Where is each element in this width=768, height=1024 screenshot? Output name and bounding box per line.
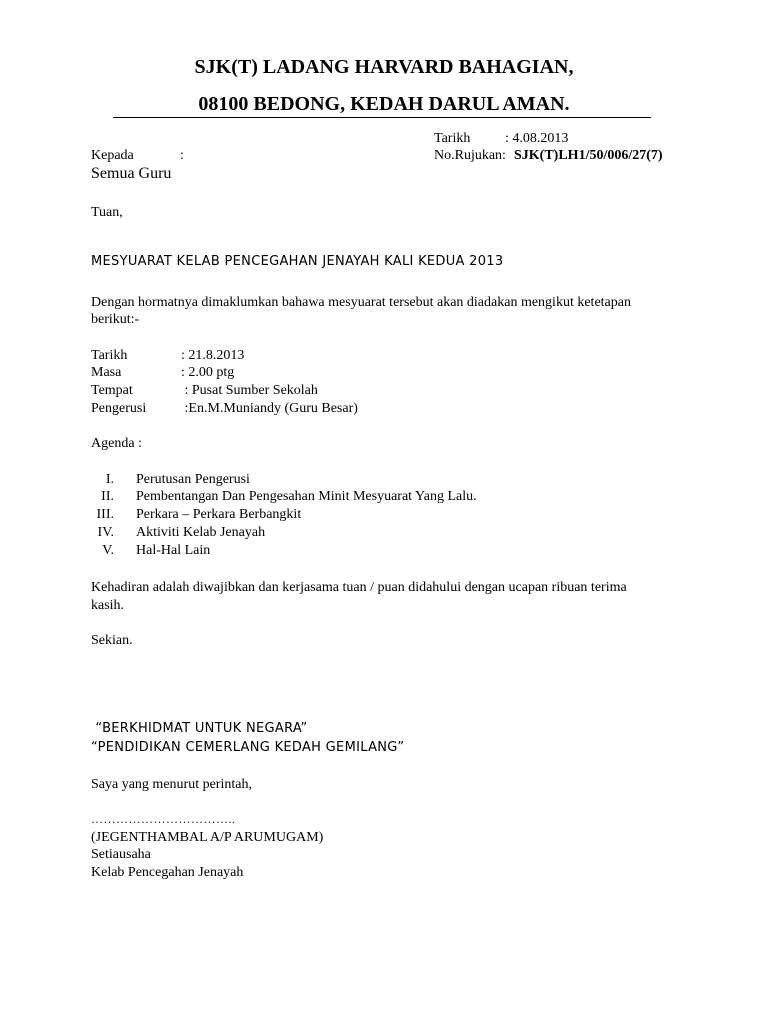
- reference-label: No.Rujukan:: [434, 148, 506, 163]
- detail-value-time: : 2.00 ptg: [181, 365, 235, 380]
- sekian: Sekian.: [91, 633, 133, 648]
- detail-label-time: Masa: [91, 365, 122, 380]
- agenda-item: Perkara – Perkara Berbangkit: [136, 507, 302, 522]
- recipient-name: Semua Guru: [91, 165, 172, 182]
- reference-value: SJK(T)LH1/50/006/27(7): [514, 148, 663, 163]
- intro-line-2: berikut:-: [91, 312, 140, 327]
- school-address: 08100 BEDONG, KEDAH DARUL AMAN.: [198, 93, 570, 115]
- header-divider: [113, 117, 651, 118]
- recipient-colon: :: [180, 148, 184, 163]
- agenda-number: II.: [101, 489, 114, 504]
- closing-line-1: Kehadiran adalah diwajibkan dan kerjasama tuan / puan didahului dengan ucapan ribuan terima: [91, 580, 627, 595]
- signer-title: Setiausaha: [91, 847, 151, 862]
- detail-value-date: : 21.8.2013: [181, 348, 245, 363]
- signer-organization: Kelab Pencegahan Jenayah: [91, 865, 244, 880]
- closing-line-2: kasih.: [91, 598, 125, 613]
- agenda-item: Hal-Hal Lain: [136, 543, 211, 558]
- signature-line: ……………………………..: [91, 812, 236, 826]
- salutation: Tuan,: [91, 205, 123, 220]
- detail-value-place: : Pusat Sumber Sekolah: [181, 383, 318, 398]
- motto-line-1: “BERKHIDMAT UNTUK NEGARA”: [91, 721, 308, 736]
- date-label: Tarikh: [434, 131, 471, 146]
- agenda-number: IV.: [97, 525, 114, 540]
- agenda-number: I.: [105, 472, 114, 487]
- detail-label-date: Tarikh: [91, 348, 128, 363]
- recipient-label: Kepada: [91, 148, 134, 163]
- signoff-phrase: Saya yang menurut perintah,: [91, 777, 252, 792]
- agenda-item: Pembentangan Dan Pengesahan Minit Mesyuarat Yang Lalu.: [136, 489, 477, 504]
- agenda-title: Agenda :: [91, 436, 142, 451]
- date-value: : 4.08.2013: [505, 131, 569, 146]
- detail-label-chair: Pengerusi: [91, 401, 147, 416]
- agenda-number: V.: [102, 543, 114, 558]
- agenda-number: III.: [96, 507, 114, 522]
- agenda-item: Perutusan Pengerusi: [136, 472, 250, 487]
- signer-name: (JEGENTHAMBAL A/P ARUMUGAM): [91, 830, 324, 845]
- detail-label-place: Tempat: [91, 383, 133, 398]
- agenda-item: Aktiviti Kelab Jenayah: [136, 525, 266, 540]
- detail-value-chair: :En.M.Muniandy (Guru Besar): [181, 401, 358, 416]
- intro-line-1: Dengan hormatnya dimaklumkan bahawa mesyuarat tersebut akan diadakan mengikut ketetapan: [91, 295, 631, 310]
- subject-heading: MESYUARAT KELAB PENCEGAHAN JENAYAH KALI KEDUA 2013: [91, 254, 504, 269]
- school-name: SJK(T) LADANG HARVARD BAHAGIAN,: [194, 56, 574, 78]
- motto-line-2: “PENDIDIKAN CEMERLANG KEDAH GEMILANG”: [91, 740, 405, 755]
